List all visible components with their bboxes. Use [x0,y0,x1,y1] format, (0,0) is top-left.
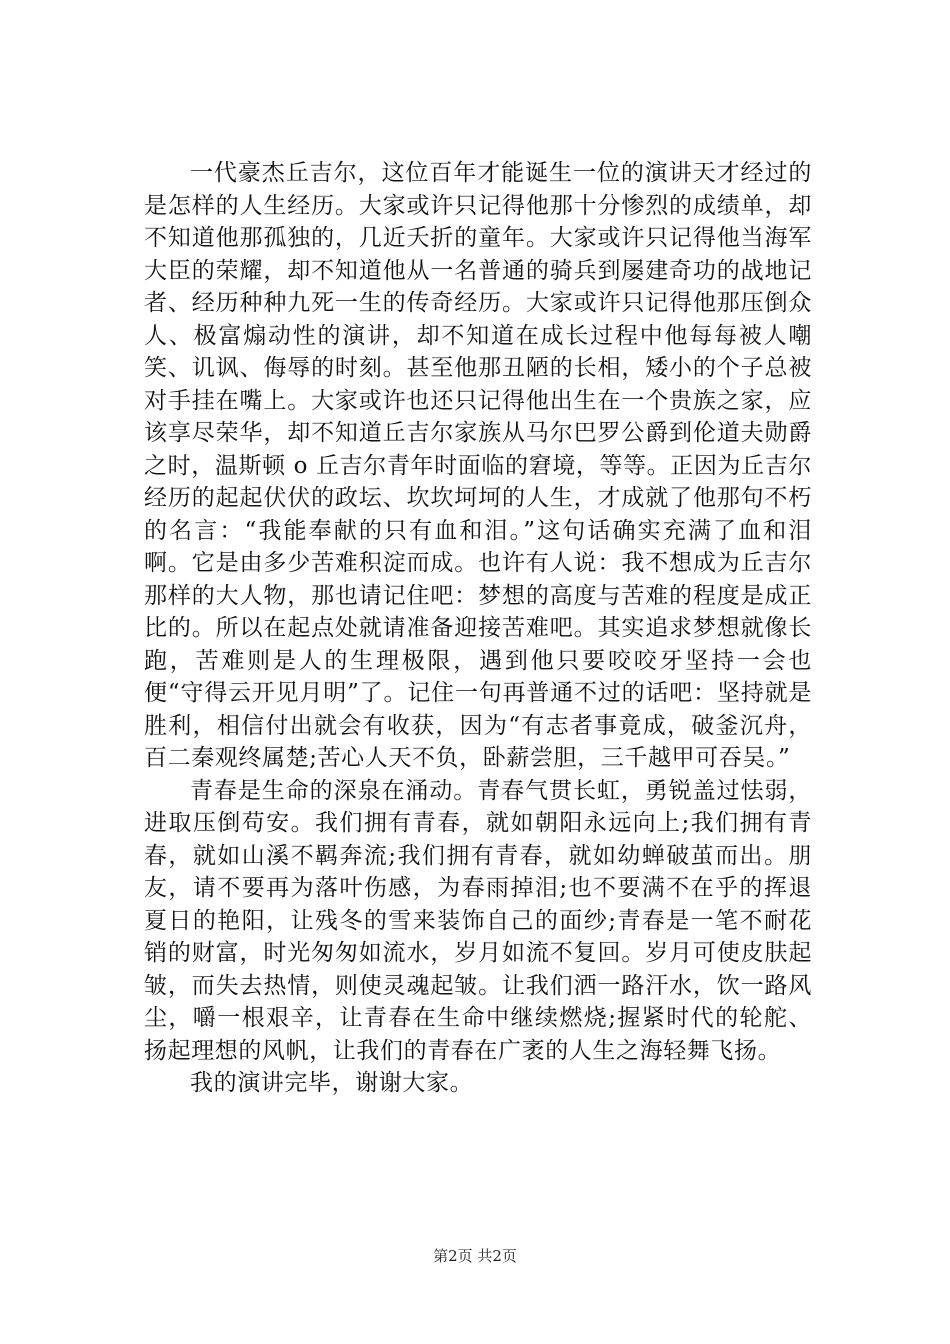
page-footer: 第2页 共2页 [433,1247,517,1265]
paragraph-youth: 青春是生命的深泉在涌动。青春气贯长虹，勇锐盖过怯弱，进取压倒苟安。我们拥有青春，就如朝阳永远向上;我们拥有青春，就如山溪不羁奔流;我们拥有青春，就如幼蝉破茧而出。朋友，请不要再为落叶伤感，为春雨掉泪;也不要满不在乎的挥退夏日的艳阳，让残冬的雪来装饰自己的面纱;青春是一笔不耐花销的财富，时光匆匆如流水，岁月如流不复回。岁月可使皮肤起皱，而失去热情，则使灵魂起皱。让我们洒一路汗水，饮一路风尘，嚼一根艰辛，让青春在生命中继续燃烧;握紧时代的轮舵、扬起理想的风帆，让我们的青春在广袤的人生之海轻舞飞扬。 [144,777,812,1064]
document-body [144,157,812,1100]
paragraph-churchill: 一代豪杰丘吉尔，这位百年才能诞生一位的演讲天才经过的是怎样的人生经历。大家或许只记得他那十分惨烈的成绩单，却不知道他那孤独的，几近夭折的童年。大家或许只记得他当海军大臣的荣耀，却不知道他从一名普通的骑兵到屡建奇功的战地记者、经历种种九死一生的传奇经历。大家或许只记得他那压倒众人、极富煽动性的演讲，却不知道在成长过程中他每每被人嘲笑、讥讽、侮辱的时刻。甚至他那丑陋的长相，矮小的个子总被对手挂在嘴上。大家或许也还只记得他出生在一个贵族之家，应该享尽荣华，却不知道丘吉尔家族从马尔巴罗公爵到伦道夫勋爵之时，温斯顿 o 丘吉尔青年时面临的窘境，等等。正因为丘吉尔经历的起起伏伏的政坛、坎坎坷坷的人生，才成就了他那句不朽的名言：“我能奉献的只有血和泪。”这句话确实充满了血和泪啊。它是由多少苦难积淀而成。也许有人说：我不想成为丘吉尔那样的大人物，那也请记住吧：梦想的高度与苦难的程度是成正比的。所以在起点处就请准备迎接苦难吧。其实追求梦想就像长跑，苦难则是人的生理极限，遇到他只要咬咬牙坚持一会也便“守得云开见月明”了。记住一句再普通不过的话吧：坚持就是胜利，相信付出就会有收获，因为“有志者事竟成，破釜沉舟，百二秦观终属楚;苦心人天不负，卧薪尝胆，三千越甲可吞吴。” [144,160,812,771]
paragraph-closing: 我的演讲完毕，谢谢大家。 [190,1070,474,1096]
